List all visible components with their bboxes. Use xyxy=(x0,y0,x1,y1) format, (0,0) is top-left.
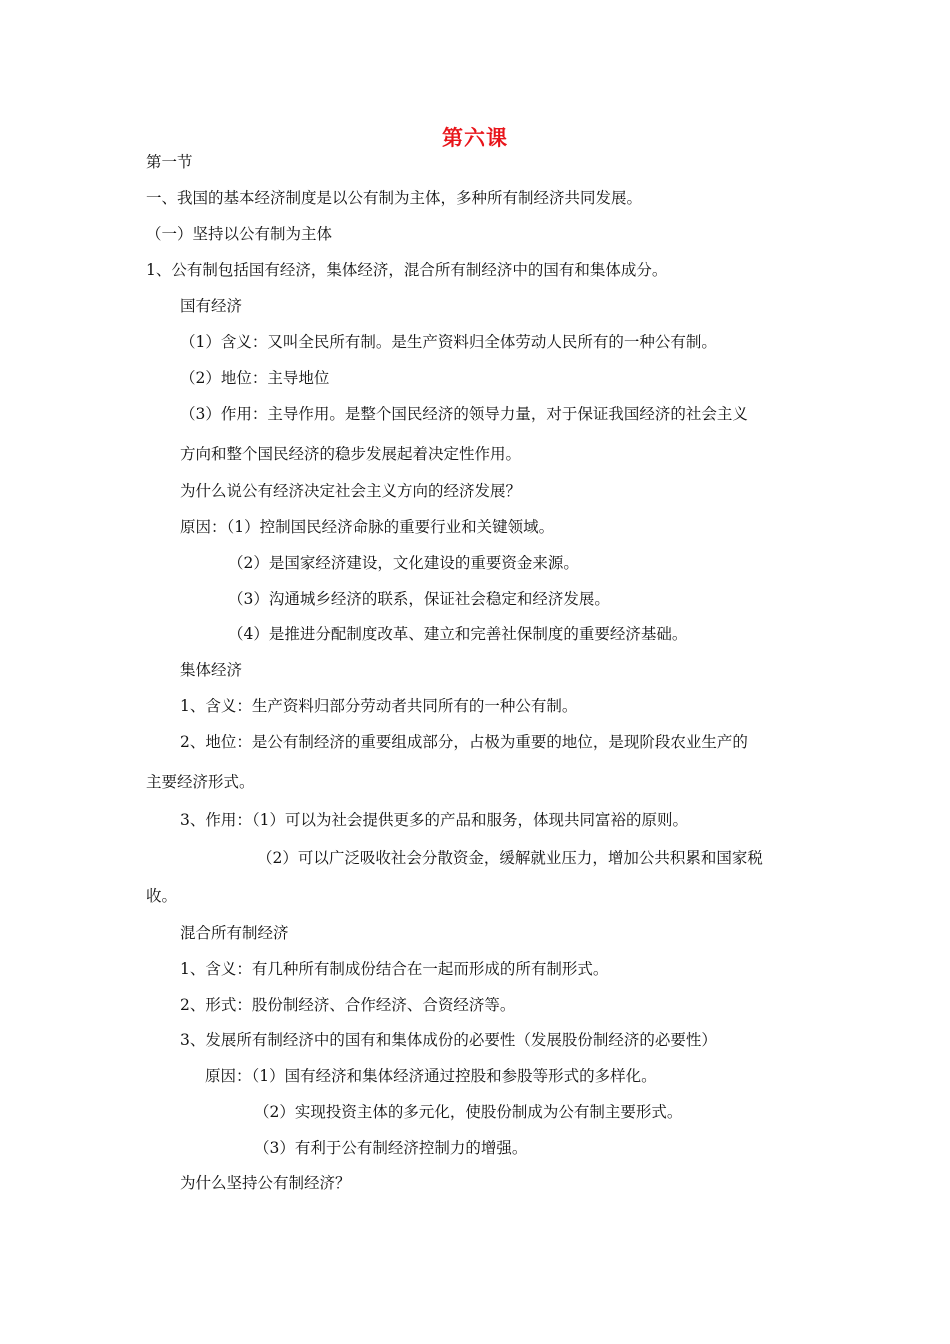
subheading: 集体经济 xyxy=(180,661,243,679)
paragraph: （3）沟通城乡经济的联系，保证社会稳定和经济发展。 xyxy=(228,590,610,608)
paragraph: （2）实现投资主体的多元化，使股份制成为公有制主要形式。 xyxy=(254,1103,683,1121)
paragraph: 一、我国的基本经济制度是以公有制为主体，多种所有制经济共同发展。 xyxy=(146,189,643,207)
paragraph: （1）含义：又叫全民所有制。是生产资料归全体劳动人民所有的一种公有制。 xyxy=(180,333,717,351)
paragraph: 原因：（1）控制国民经济命脉的重要行业和关键领域。 xyxy=(180,518,555,536)
subheading: 国有经济 xyxy=(180,297,243,315)
paragraph: （2）是国家经济建设，文化建设的重要资金来源。 xyxy=(228,554,579,572)
question: 为什么坚持公有制经济？ xyxy=(180,1174,351,1192)
paragraph: 2、地位：是公有制经济的重要组成部分，占极为重要的地位，是现阶段农业生产的 xyxy=(180,733,748,751)
page-title: 第六课 xyxy=(442,126,508,150)
paragraph: 3、作用：（1）可以为社会提供更多的产品和服务，体现共同富裕的原则。 xyxy=(180,811,688,829)
paragraph: 2、形式：股份制经济、合作经济、合资经济等。 xyxy=(180,996,516,1014)
question: 为什么说公有经济决定社会主义方向的经济发展？ xyxy=(180,482,522,500)
paragraph: （4）是推进分配制度改革、建立和完善社保制度的重要经济基础。 xyxy=(228,625,688,643)
subheading: （一）坚持以公有制为主体 xyxy=(146,225,333,243)
paragraph: 3、发展所有制经济中的国有和集体成份的必要性（发展股份制经济的必要性） xyxy=(180,1031,717,1049)
paragraph: （2）可以广泛吸收社会分散资金，缓解就业压力，增加公共积累和国家税 xyxy=(257,849,763,867)
paragraph: 原因：（1）国有经济和集体经济通过控股和参股等形式的多样化。 xyxy=(205,1067,657,1085)
paragraph: 1、公有制包括国有经济，集体经济，混合所有制经济中的国有和集体成分。 xyxy=(146,261,668,279)
paragraph: （3）作用：主导作用。是整个国民经济的领导力量，对于保证我国经济的社会主义 xyxy=(180,405,748,423)
section-heading: 第一节 xyxy=(146,153,193,171)
paragraph: 主要经济形式。 xyxy=(146,773,255,791)
paragraph: 1、含义：有几种所有制成份结合在一起而形成的所有制形式。 xyxy=(180,960,609,978)
paragraph: （2）地位：主导地位 xyxy=(180,369,330,387)
subheading: 混合所有制经济 xyxy=(180,924,289,942)
paragraph: 收。 xyxy=(146,887,178,905)
paragraph: 1、含义：生产资料归部分劳动者共同所有的一种公有制。 xyxy=(180,697,578,715)
paragraph: 方向和整个国民经济的稳步发展起着决定性作用。 xyxy=(180,445,522,463)
paragraph: （3）有利于公有制经济控制力的增强。 xyxy=(254,1139,528,1157)
